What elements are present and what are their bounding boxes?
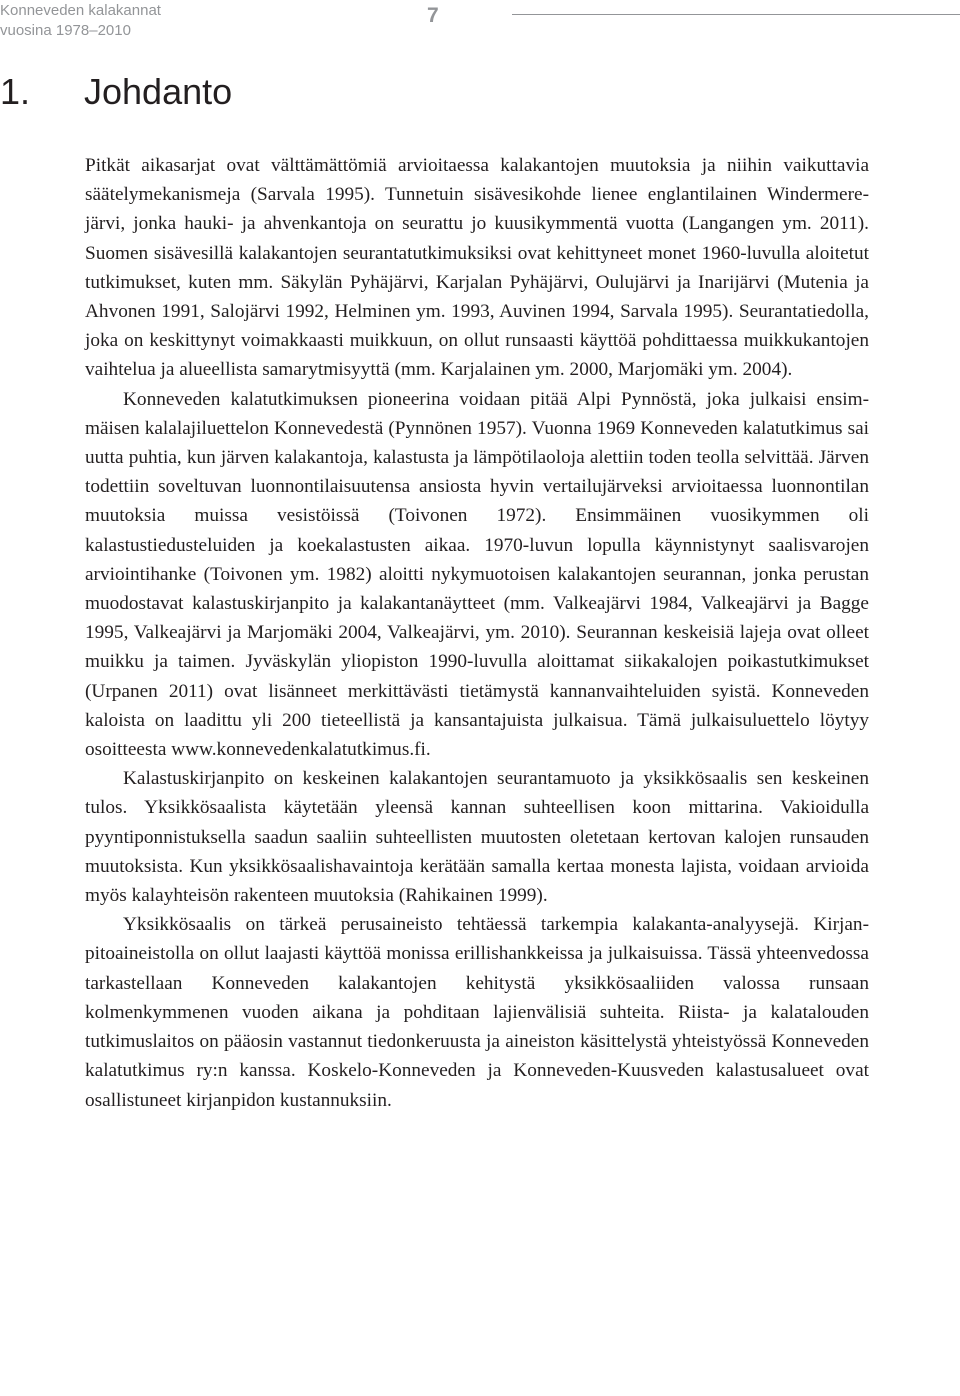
running-head-title: Konneveden kalakannat xyxy=(0,2,161,19)
chapter-number: 1. xyxy=(0,71,31,112)
running-head-years: vuosina 1978–2010 xyxy=(0,22,131,39)
body-text xyxy=(85,151,869,1115)
chapter-title xyxy=(0,70,232,114)
paragraph: Yksikkösaalis on tärkeä perusaineisto tehtäessä tarkempia kalakanta-analyysejä. Kirjanpitoaineistolla on ollut laajasti käyttöä monissa erillishankkeissa ja julkaisuissa. Tässä yhteenvedossa tarkastellaan Konneveden kalakantojen kehitystä yksikkösaaliiden valossa runsaan kolmenkymmenen vuoden aikana ja pohditaan lajienvälisiä suhteita. Riista- ja kalatalouden tutkimuslaitos on pääosin vastannut tiedonkeruusta ja aineiston käsittelystä yhteistyössä Konneveden kalatutkimus ry:n kanssa. Koskelo-Konneveden ja Konneveden-Kuusveden kalastusalueet ovat osallistuneet kirjanpidon kustannuksiin. xyxy=(85,914,869,1111)
chapter-title-text: Johdanto xyxy=(84,71,233,112)
running-head xyxy=(0,1,161,41)
paragraph: Kalastuskirjanpito on keskeinen kalakantojen seurantamuoto ja yksikkösaalis sen keskeinen tulos. Yksikkösaalista käytetään yleensä kannan suhteellisen koon mittarina. Vakioidulla pyyntiponnistuksella saadun saaliin suhteellisten muutosten oletetaan kertovan kalojen runsauden muutoksista. Kun yksikkösaalishavaintoja kerätään samalla kertaa monesta lajista, voidaan arvioida myös kalayhteisön rakenteen muutoksia (Rahikainen 1999). xyxy=(85,768,869,907)
page-number: 7 xyxy=(427,4,439,27)
paragraph: Pitkät aikasarjat ovat välttämättömiä arvioitaessa kalakantojen muutoksia ja niihin vaikuttavia säätelymekanismeja (Sarvala 1995). Tunnetuin sisävesikohde lienee englantilainen Windermere-järvi, jonka hauki- ja ahvenkantoja on seurattu jo kuusikymmentä vuotta (Langangen ym. 2011). Suomen sisävesillä kalakantojen seurantatutkimuksiksi ovat kehittyneet monet 1960-luvulla aloitetut tutkimukset, kuten mm. Säkylän Pyhäjärvi, Karjalan Pyhäjärvi, Oulujärvi ja Inarijärvi (Mutenia ja Ahvonen 1991, Salojärvi 1992, Helminen ym. 1993, Auvinen 1994, Sarvala 1995). Seurantatiedolla, joka on keskittynyt voimakkaasti muikkuun, on ollut runsaasti käyttöä pohdittaessa muikkukantojen vaihtelua ja alueellista samarytmisyyttä (mm. Karjalainen ym. 2000, Marjomäki ym. 2004). xyxy=(85,155,869,381)
header-rule xyxy=(512,14,960,15)
paragraph: Konneveden kalatutkimuksen pioneerina voidaan pitää Alpi Pynnöstä, joka julkaisi ensimmäisen kalalajiluettelon Konnevedestä (Pynnönen 1957). Vuonna 1969 Konneveden kalatutkimus sai uutta puhtia, kun järven kalakantoja, kalastusta ja lämpötilaoloja alettiin toden teolla selvittää. Järven todettiin soveltuvan luonnontilaisuutensa ansiosta hyvin vertailujärveksi arvioitaessa luonnontilan muutoksia muissa vesistöissä (Toivonen 1972). Ensimmäinen vuosikymmen oli kalastustiedusteluiden ja koekalastusten aikaa. 1970-luvun lopulla käynnistynyt saalisvarojen arviointihanke (Toivonen ym. 1982) aloitti nykymuotoisen kalakantojen seurannan, jonka perustan muodostavat kalastuskirjanpito ja kalakantanäytteet (mm. Valkeajärvi 1984, Valkeajärvi ja Bagge 1995, Valkeajärvi ja Marjomäki 2004, Valkeajärvi, ym. 2010). Seurannan keskeisiä lajeja ovat olleet muikku ja taimen. Jyväskylän yliopiston 1990-luvulla aloittamat siikakalojen poikastutkimukset (Urpanen 2011) ovat lisänneet merkittävästi tietämystä kannanvaihteluiden syistä. Konneveden kaloista on laadittu yli 200 tieteellistä ja kansantajuista julkaisua. Tämä julkaisuluettelo löytyy osoitteesta www.konnevedenkalatutkimus.fi. xyxy=(85,388,869,761)
